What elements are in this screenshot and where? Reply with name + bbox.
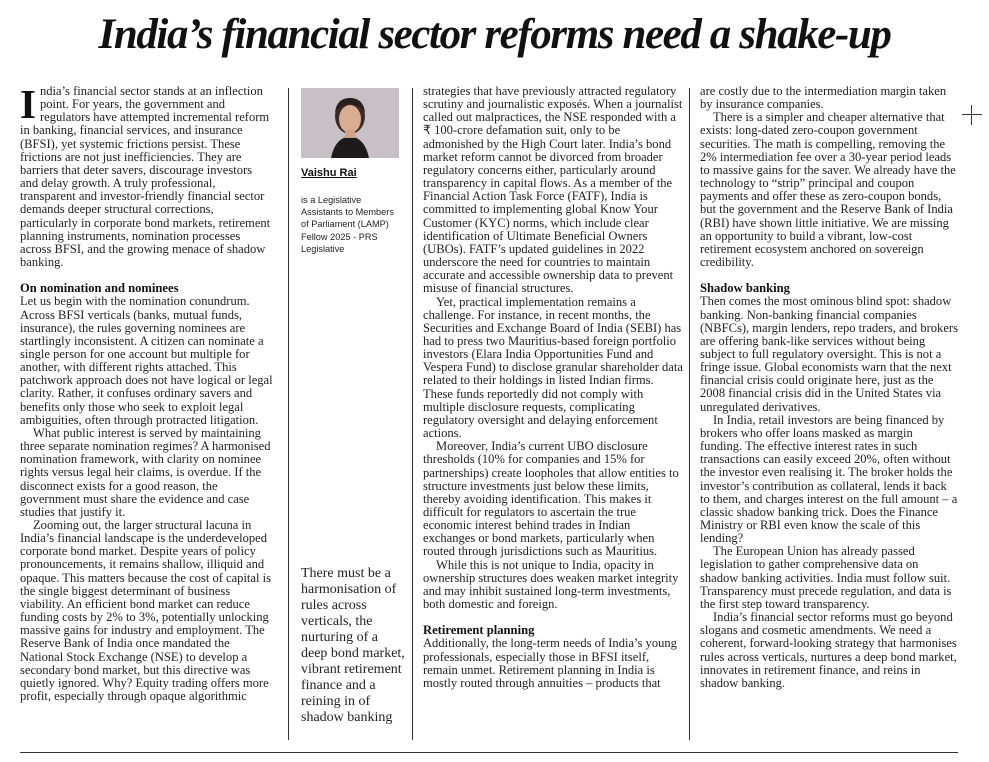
bottom-rule: [20, 752, 958, 753]
author-bio: is a Legislative Assistants to Members of Parliament (LAMP) Fellow 2025 - PRS Legislative: [301, 195, 394, 254]
paragraph: India’s financial sector stands at an inflection point. For years, the government and regulators have attempted incremental reform in banking, financial services, and insurance (BFSI), yet systemic frictions persist. These frictions are not just inefficiencies. They are barriers that deter savers, discourage investors and delay growth. A truly professional, transparent and investor-friendly financial sector demands deeper structural corrections, particularly in corporate bond markets, retirement planning instruments, nomination processes across BFSI, and the growing menace of shadow banking.: [20, 81, 271, 270]
paragraph: Additionally, the long-term needs of India’s young professionals, especially those in BFSI itself, remain unmet. Retirement planning in India is mostly routed through annuities – products that: [423, 636, 677, 690]
article-column-3: [423, 85, 683, 690]
headline: India’s financial sector reforms need a shake-up: [98, 11, 891, 58]
subheading-retirement: Retirement planning: [423, 623, 535, 638]
paragraph: The European Union has already passed legislation to gather comprehensive data on shadow banking activities. India must follow suit. Transparency must precede regulation, and data is the first step toward transparency.: [700, 544, 952, 611]
paragraph: Yet, practical implementation remains a challenge. For instance, in recent months, the Securities and Exchange Board of India (SEBI) has had to press two Mauritius-based foreign portfolio investors (Elara India Opportunities Fund and Vespera Fund) to disclose granular shareholder data related to their holdings in listed Indian firms. These funds reportedly did not comply with multiple disclosure requests, complicating regulatory oversight and delaying enforcement actions.: [423, 294, 683, 441]
subheading-nomination: On nomination and nominees: [20, 281, 179, 296]
paragraph: What public interest is served by maintaining three separate nomination regimes? A harmonised nomination framework, with clarity on nominee rights versus legal heir claims, is overdue. If the disconnect exists for a good reason, the government must share the evidence and case studies that justify it.: [20, 425, 271, 519]
article-column-4: [700, 85, 958, 690]
crosshair-cursor-icon: [962, 105, 982, 125]
author-photo: [301, 88, 399, 158]
paragraph: are costly due to the intermediation margin taken by insurance companies.: [700, 84, 947, 112]
drop-cap: I: [20, 81, 36, 127]
paragraph: India’s financial sector reforms must go beyond slogans and cosmetic amendments. We need a coherent, forward-looking strategy that harmonises rules across verticals, nurtures a deep bond market, innovates in retirement finance, and reins in shadow banking.: [700, 610, 957, 690]
paragraph: Let us begin with the nomination conundrum. Across BFSI verticals (banks, mutual funds, insurance), the rules governing nominees are startlingly inconsistent. A citizen can nominate a single person for one account but multiple for another, with different rights attached. This patchwork approach does not have logical or legal clarity. Rather, it confuses ordinary savers and benefits only those who seek to exploit legal ambiguities, often through protracted litigation.: [20, 294, 273, 427]
author-name[interactable]: Vaishu Rai: [301, 167, 357, 179]
paragraph: There is a simpler and cheaper alternative that exists: long-dated zero-coupon government securities. The math is compelling, removing the 2% intermediation fee over a 30-year period leads to massive gains for the saver. We already have the technology to “strip” principal and coupon payments and offer these as zero-coupon bonds, but the government and the Reserve Bank of India (RBI) have shown little initiative. We are missing an opportunity to build a vibrant, low-cost retirement ecosystem anchored on sovereign credibility.: [700, 110, 956, 270]
paragraph: While this is not unique to India, opacity in ownership structures does weaken market integrity and may inhibit sustained long-term investments, both domestic and foreign.: [423, 557, 679, 612]
column-divider: [412, 88, 413, 740]
paragraph: strategies that have previously attracted regulatory scrutiny and journalistic exposés. When a journalist called out malpractices, the NSE responded with a ₹ 100-crore defamation suit, only to be admonished by the High Court later. India’s bond market reform cannot be divorced from broader regulatory concerns either, particularly around transparency in capital flows. As a member of the Financial Action Task Force (FATF), India is committed to implementing global Know Your Customer (KYC) norms, which include clear identification of Ultimate Beneficial Owners (UBOs). FATF’s updated guidelines in 2022 underscore the need for countries to maintain accurate and accessible ownership data to prevent misuse of financial structures.: [423, 84, 683, 296]
column-divider: [689, 88, 690, 740]
paragraph: Then comes the most ominous blind spot: shadow banking. Non-banking financial companies (NBFCs), margin lenders, repo traders, and brokers are offering bank-like services without being subject to full regulatory oversight. This is not a fringe issue. Global economists warn that the next financial crisis could originate here, just as the 2008 financial crisis did in the United States via unregulated derivatives.: [700, 294, 958, 414]
column-divider: [288, 88, 289, 740]
paragraph: In India, retail investors are being financed by brokers who offer loans masked as margin funding. The effective interest rates in such transactions can easily exceed 20%, often without the investor even realising it. The broker holds the investor’s contribution as collateral, lends it back to them, and charges interest on the full amount – a classic shadow banking trick. Does the Finance Ministry or RBI even know the scale of this lending?: [700, 412, 958, 546]
pull-quote: There must be a harmonisation of rules across verticals, the nurturing of a deep bond market, vibrant retirement finance and a reining in of shadow banking: [301, 566, 405, 725]
subheading-shadow-banking: Shadow banking: [700, 281, 790, 296]
paragraph: Moreover, India’s current UBO disclosure thresholds (10% for companies and 15% for partnerships) create loopholes that allow entities to structure investments just below these limits, thereby avoiding identification. This makes it difficult for regulators to ascertain the true economic interest behind trades in Indian exchanges or bond markets, particularly when routed through jurisdictions such as Mauritius.: [423, 439, 679, 559]
paragraph: Zooming out, the larger structural lacuna in India’s financial landscape is the underdeveloped corporate bond market. Despite years of policy pronouncements, it remains shallow, illiquid and opaque. This matters because the cost of capital is the single biggest determinant of business viability. An efficient bond market can reduce funding costs by 2% to 3%, potentially unlocking massive gains for industry and employment. The Reserve Bank of India once mandated the National Stock Exchange (NSE) to develop a secondary bond market, but this directive was quietly ignored. Why? Equity trading offers more profit, especially through opaque algorithmic: [20, 518, 271, 704]
article-column-1: [20, 81, 273, 704]
